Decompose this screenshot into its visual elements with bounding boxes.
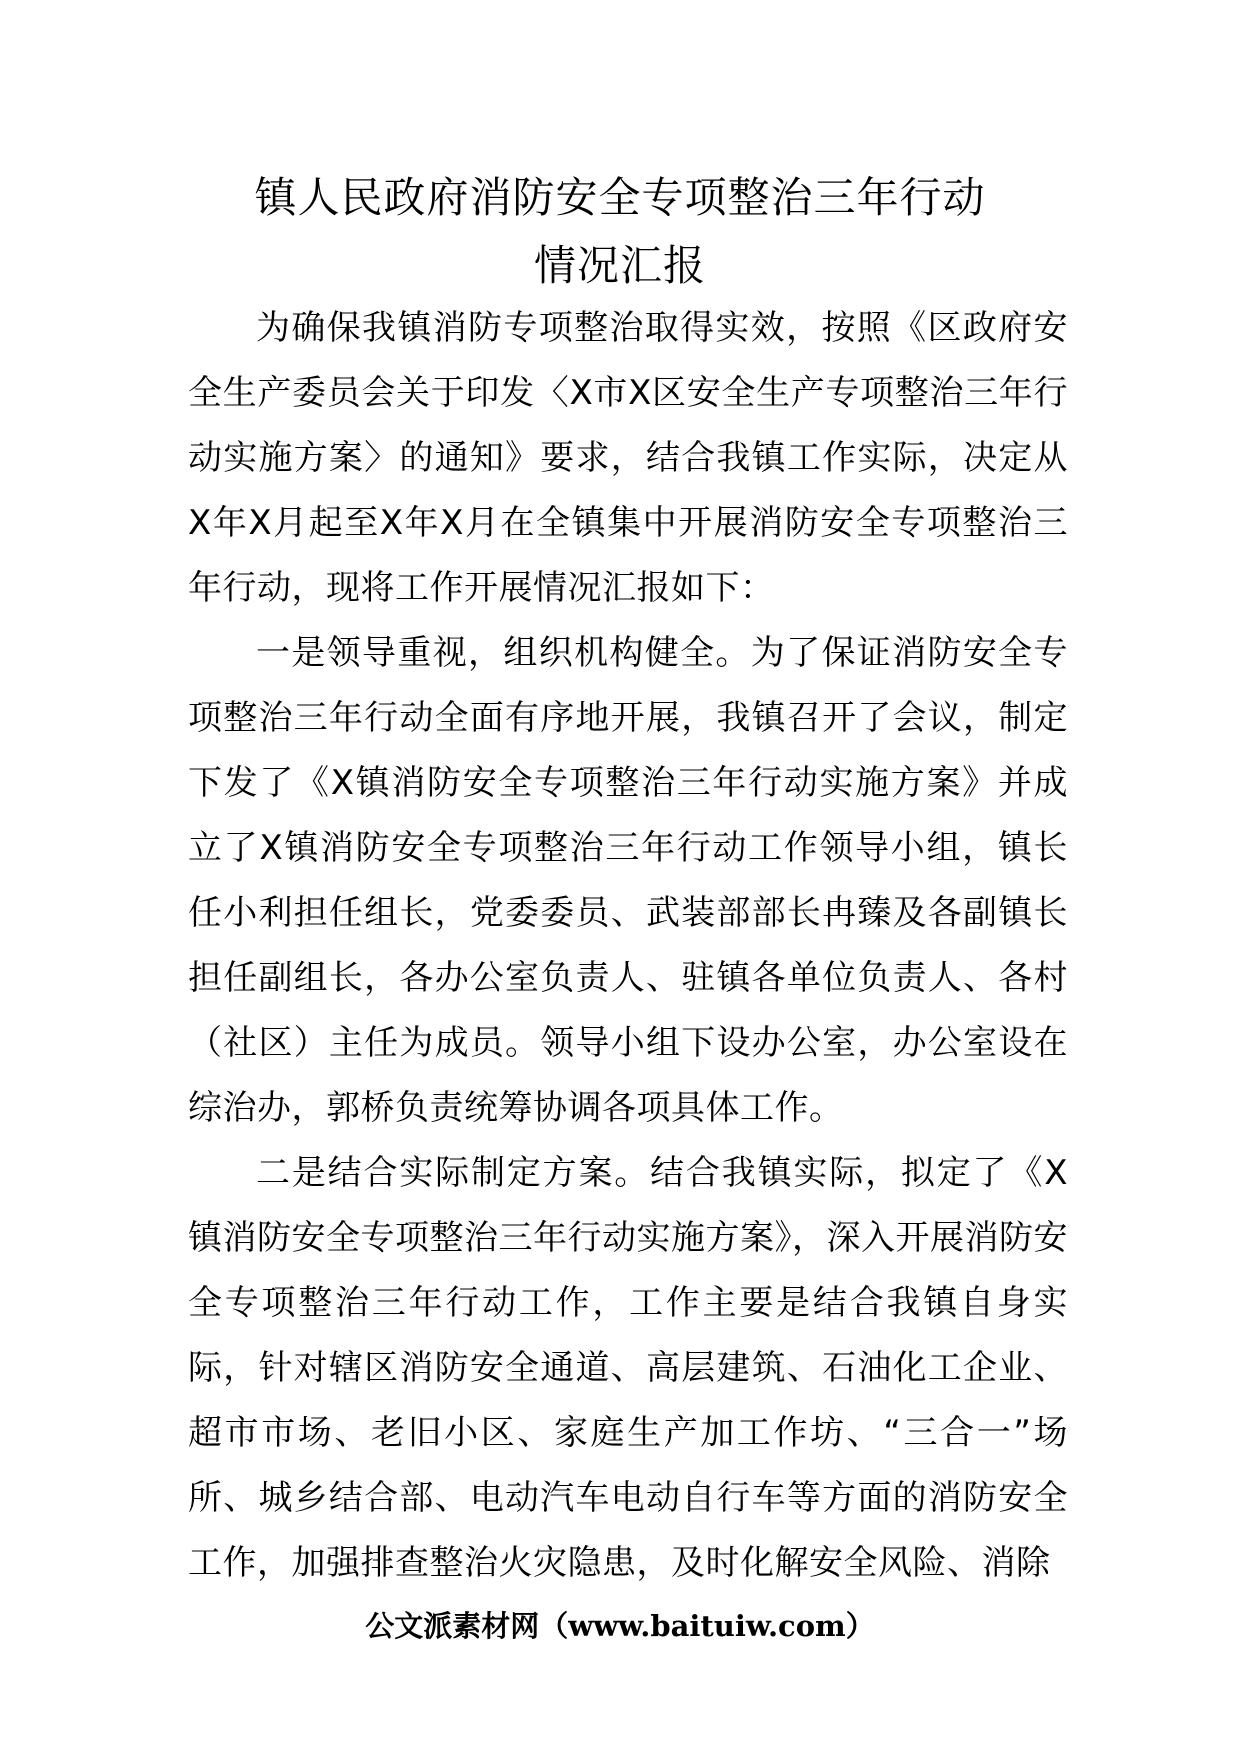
document-title-line-1: 镇人民政府消防安全专项整治三年行动 [254, 173, 986, 222]
paragraph-leadership: 一是领导重视，组织机构健全。为了保证消防安全专项整治三年行动全面有序地开展，我镇召开了会议，制定下发了《X镇消防安全专项整治三年行动实施方案》并成立了X镇消防安全专项整治三年行动工作领导小组，镇长任小利担任组长，党委委员、武装部部长冉臻及各副镇长担任副组长，各办公室负责人、驻镇各单位负责人、各村（社区）主任为成员。领导小组下设办公室，办公室设在综治办，郭桥负责统筹协调各项具体工作。 [188, 633, 1068, 1128]
paragraph-intro: 为确保我镇消防专项整治取得实效，按照《区政府安全生产委员会关于印发〈X市X区安全生产专项整治三年行动实施方案〉的通知》要求，结合我镇工作实际，决定从X年X月起至X年X月在全镇集中开展消防安全专项整治三年行动，现将工作开展情况汇报如下： [188, 308, 1068, 608]
document-title-line-2: 情况汇报 [533, 241, 706, 290]
footer-watermark: 公文派素材网（www.baituiw.com） [365, 1609, 875, 1643]
paragraph-plan: 二是结合实际制定方案。结合我镇实际，拟定了《X镇消防安全专项整治三年行动实施方案》，深入开展消防安全专项整治三年行动工作，工作主要是结合我镇自身实际，针对辖区消防安全通道、高层建筑、石油化工企业、超市市场、老旧小区、家庭生产加工作坊、“三合一”场所、城乡结合部、电动汽车电动自行车等方面的消防安全工作，加强排查整治火灾隐患，及时化解安全风险、消除 [188, 1153, 1068, 1583]
document-body [188, 296, 1068, 1596]
